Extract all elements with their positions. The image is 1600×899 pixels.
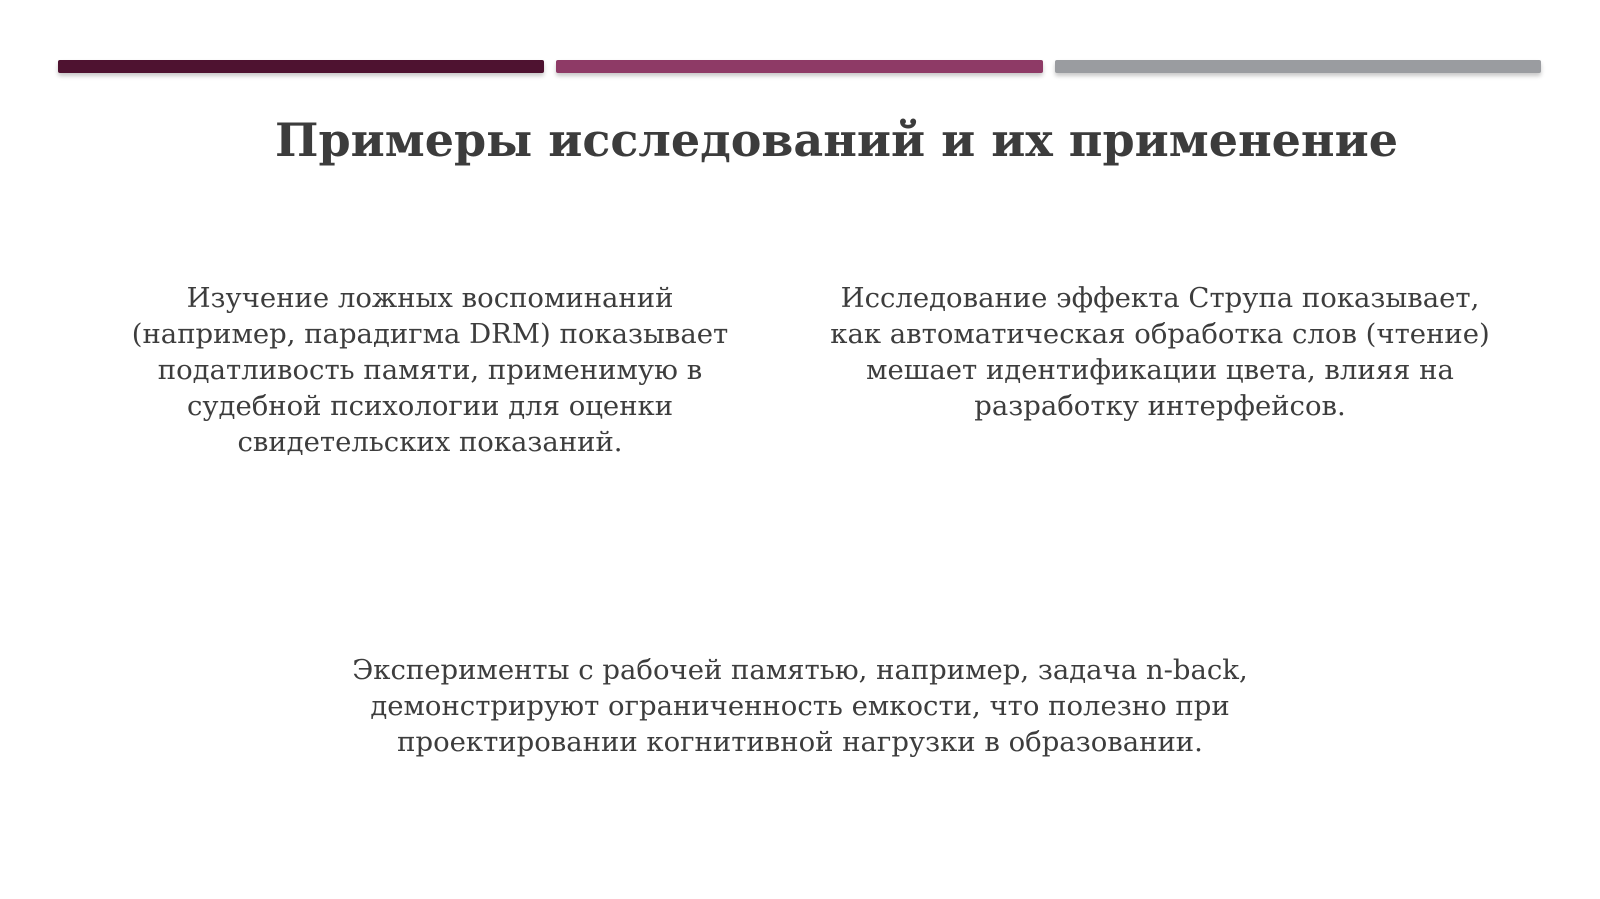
accent-bar-plum [556,60,1043,73]
text-line: проектировании когнитивной нагрузки в образовании. [397,726,1203,758]
text-line: демонстрируют ограниченность емкости, что полезно при [370,690,1230,722]
text-line: податливость памяти, применимую в [157,354,703,386]
text-line: Эксперименты с рабочей памятью, например, задача n-back, [352,654,1248,686]
accent-bar-dark [58,60,544,73]
text-line: свидетельских показаний. [237,426,623,458]
slide-title: Примеры исследований и их применение [275,113,1398,167]
text-line: мешает идентификации цвета, влияя на [866,354,1454,386]
text-line: как автоматическая обработка слов (чтение) [830,318,1490,350]
accent-bar-gray [1055,60,1541,73]
text-block-stroop-effect [780,280,1540,424]
text-block-false-memories [100,280,760,460]
text-line: Изучение ложных воспоминаний [186,282,674,314]
text-line: Исследование эффекта Струпа показывает, [840,282,1480,314]
text-line: судебной психологии для оценки [186,390,674,422]
text-line: разработку интерфейсов. [974,390,1346,422]
text-block-working-memory [290,652,1310,760]
text-line: (например, парадигма DRM) показывает [131,318,729,350]
